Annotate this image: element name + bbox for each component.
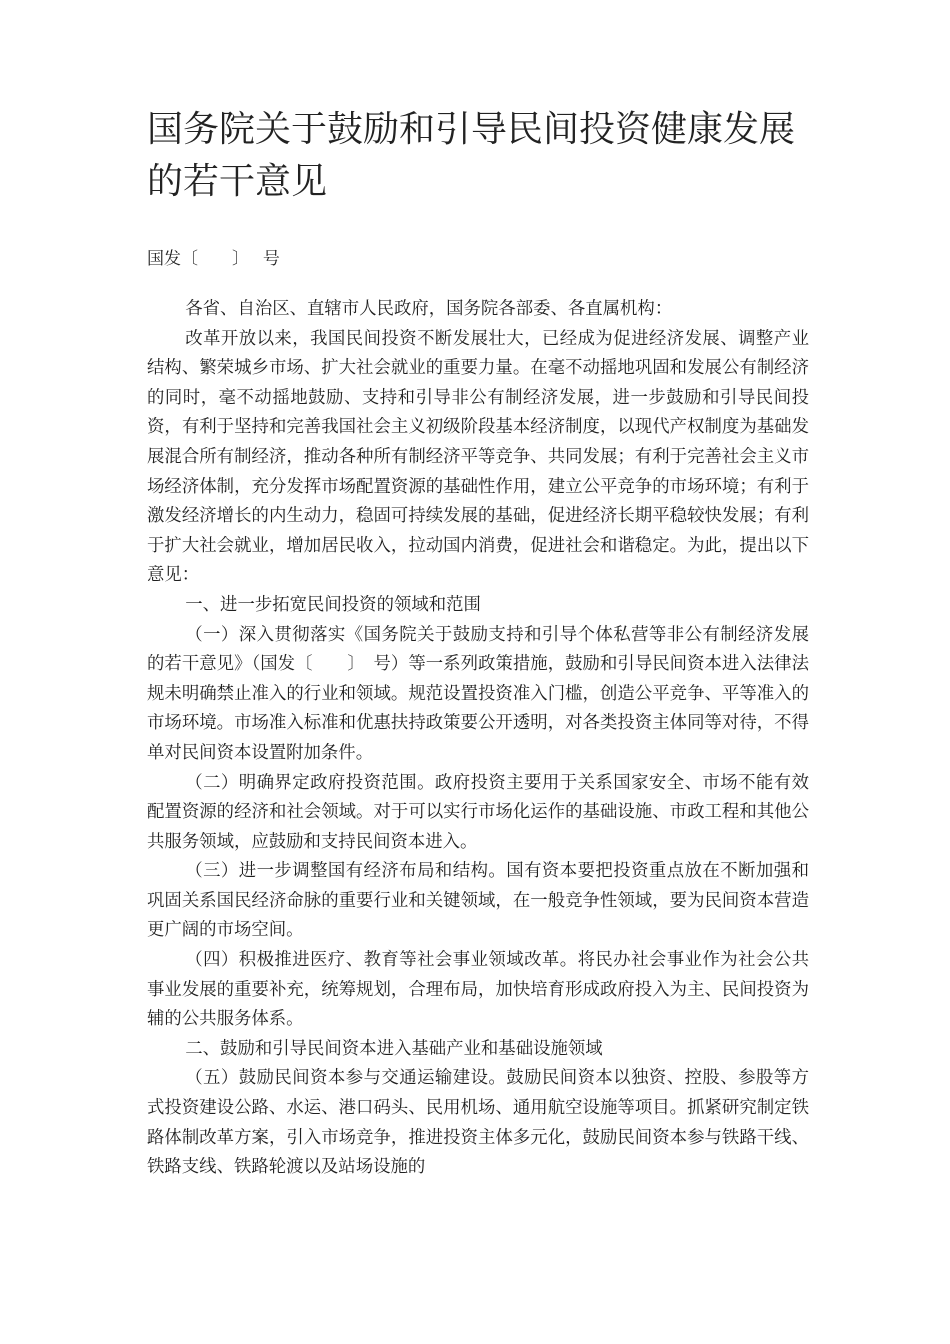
- paragraph: （三）进一步调整国有经济布局和结构。国有资本要把投资重点放在不断加强和巩固关系国民经济命脉的重要行业和关键领域，在一般竞争性领域，要为民间资本营造更广阔的市场空间。: [147, 861, 809, 941]
- section-heading: 一、进一步拓宽民间投资的领域和范围: [185, 594, 481, 615]
- document-body: [147, 295, 809, 1183]
- paragraph: （五）鼓励民间资本参与交通运输建设。鼓励民间资本以独资、控股、参股等方式投资建设公路、水运、港口码头、民用机场、通用航空设施等项目。抓紧研究制定铁路体制改革方案，引入市场竞争，推进投资主体多元化，鼓励民间资本参与铁路干线、铁路支线、铁路轮渡以及站场设施的: [147, 1068, 809, 1178]
- section-heading: 二、鼓励和引导民间资本进入基础产业和基础设施领域: [185, 1038, 603, 1059]
- document-title: 国务院关于鼓励和引导民间投资健康发展的若干意见: [147, 109, 796, 202]
- document-number: 国发〔 〕 号: [147, 249, 280, 269]
- salutation: 各省、自治区、直辖市人民政府，国务院各部委、各直属机构：: [185, 299, 673, 319]
- paragraph: 改革开放以来，我国民间投资不断发展壮大，已经成为促进经济发展、调整产业结构、繁荣城乡市场、扩大社会就业的重要力量。在毫不动摇地巩固和发展公有制经济的同时，毫不动摇地鼓励、支持和引导非公有制经济发展，进一步鼓励和引导民间投资，有利于坚持和完善我国社会主义初级阶段基本经济制度，以现代产权制度为基础发展混合所有制经济，推动各种所有制经济平等竞争、共同发展；有利于完善社会主义市场经济体制，充分发挥市场配置资源的基础性作用，建立公平竞争的市场环境；有利于激发经济增长的内生动力，稳固可持续发展的基础，促进经济长期平稳较快发展；有利于扩大社会就业，增加居民收入，拉动国内消费，促进社会和谐稳定。为此，提出以下意见：: [147, 328, 809, 586]
- paragraph: （四）积极推进医疗、教育等社会事业领域改革。将民办社会事业作为社会公共事业发展的重要补充，统筹规划，合理布局，加快培育形成政府投入为主、民间投资为辅的公共服务体系。: [147, 950, 809, 1030]
- paragraph: （二）明确界定政府投资范围。政府投资主要用于关系国家安全、市场不能有效配置资源的经济和社会领域。对于可以实行市场化运作的基础设施、市政工程和其他公共服务领域，应鼓励和支持民间资本进入。: [147, 772, 809, 852]
- paragraph: （一）深入贯彻落实《国务院关于鼓励支持和引导个体私营等非公有制经济发展的若干意见》（国发〔 〕 号）等一系列政策措施，鼓励和引导民间资本进入法律法规未明确禁止准入的行业和领域。规范设置投资准入门槛，创造公平竞争、平等准入的市场环境。市场准入标准和优惠扶持政策要公开透明，对各类投资主体同等对待，不得单对民间资本设置附加条件。: [147, 624, 809, 763]
